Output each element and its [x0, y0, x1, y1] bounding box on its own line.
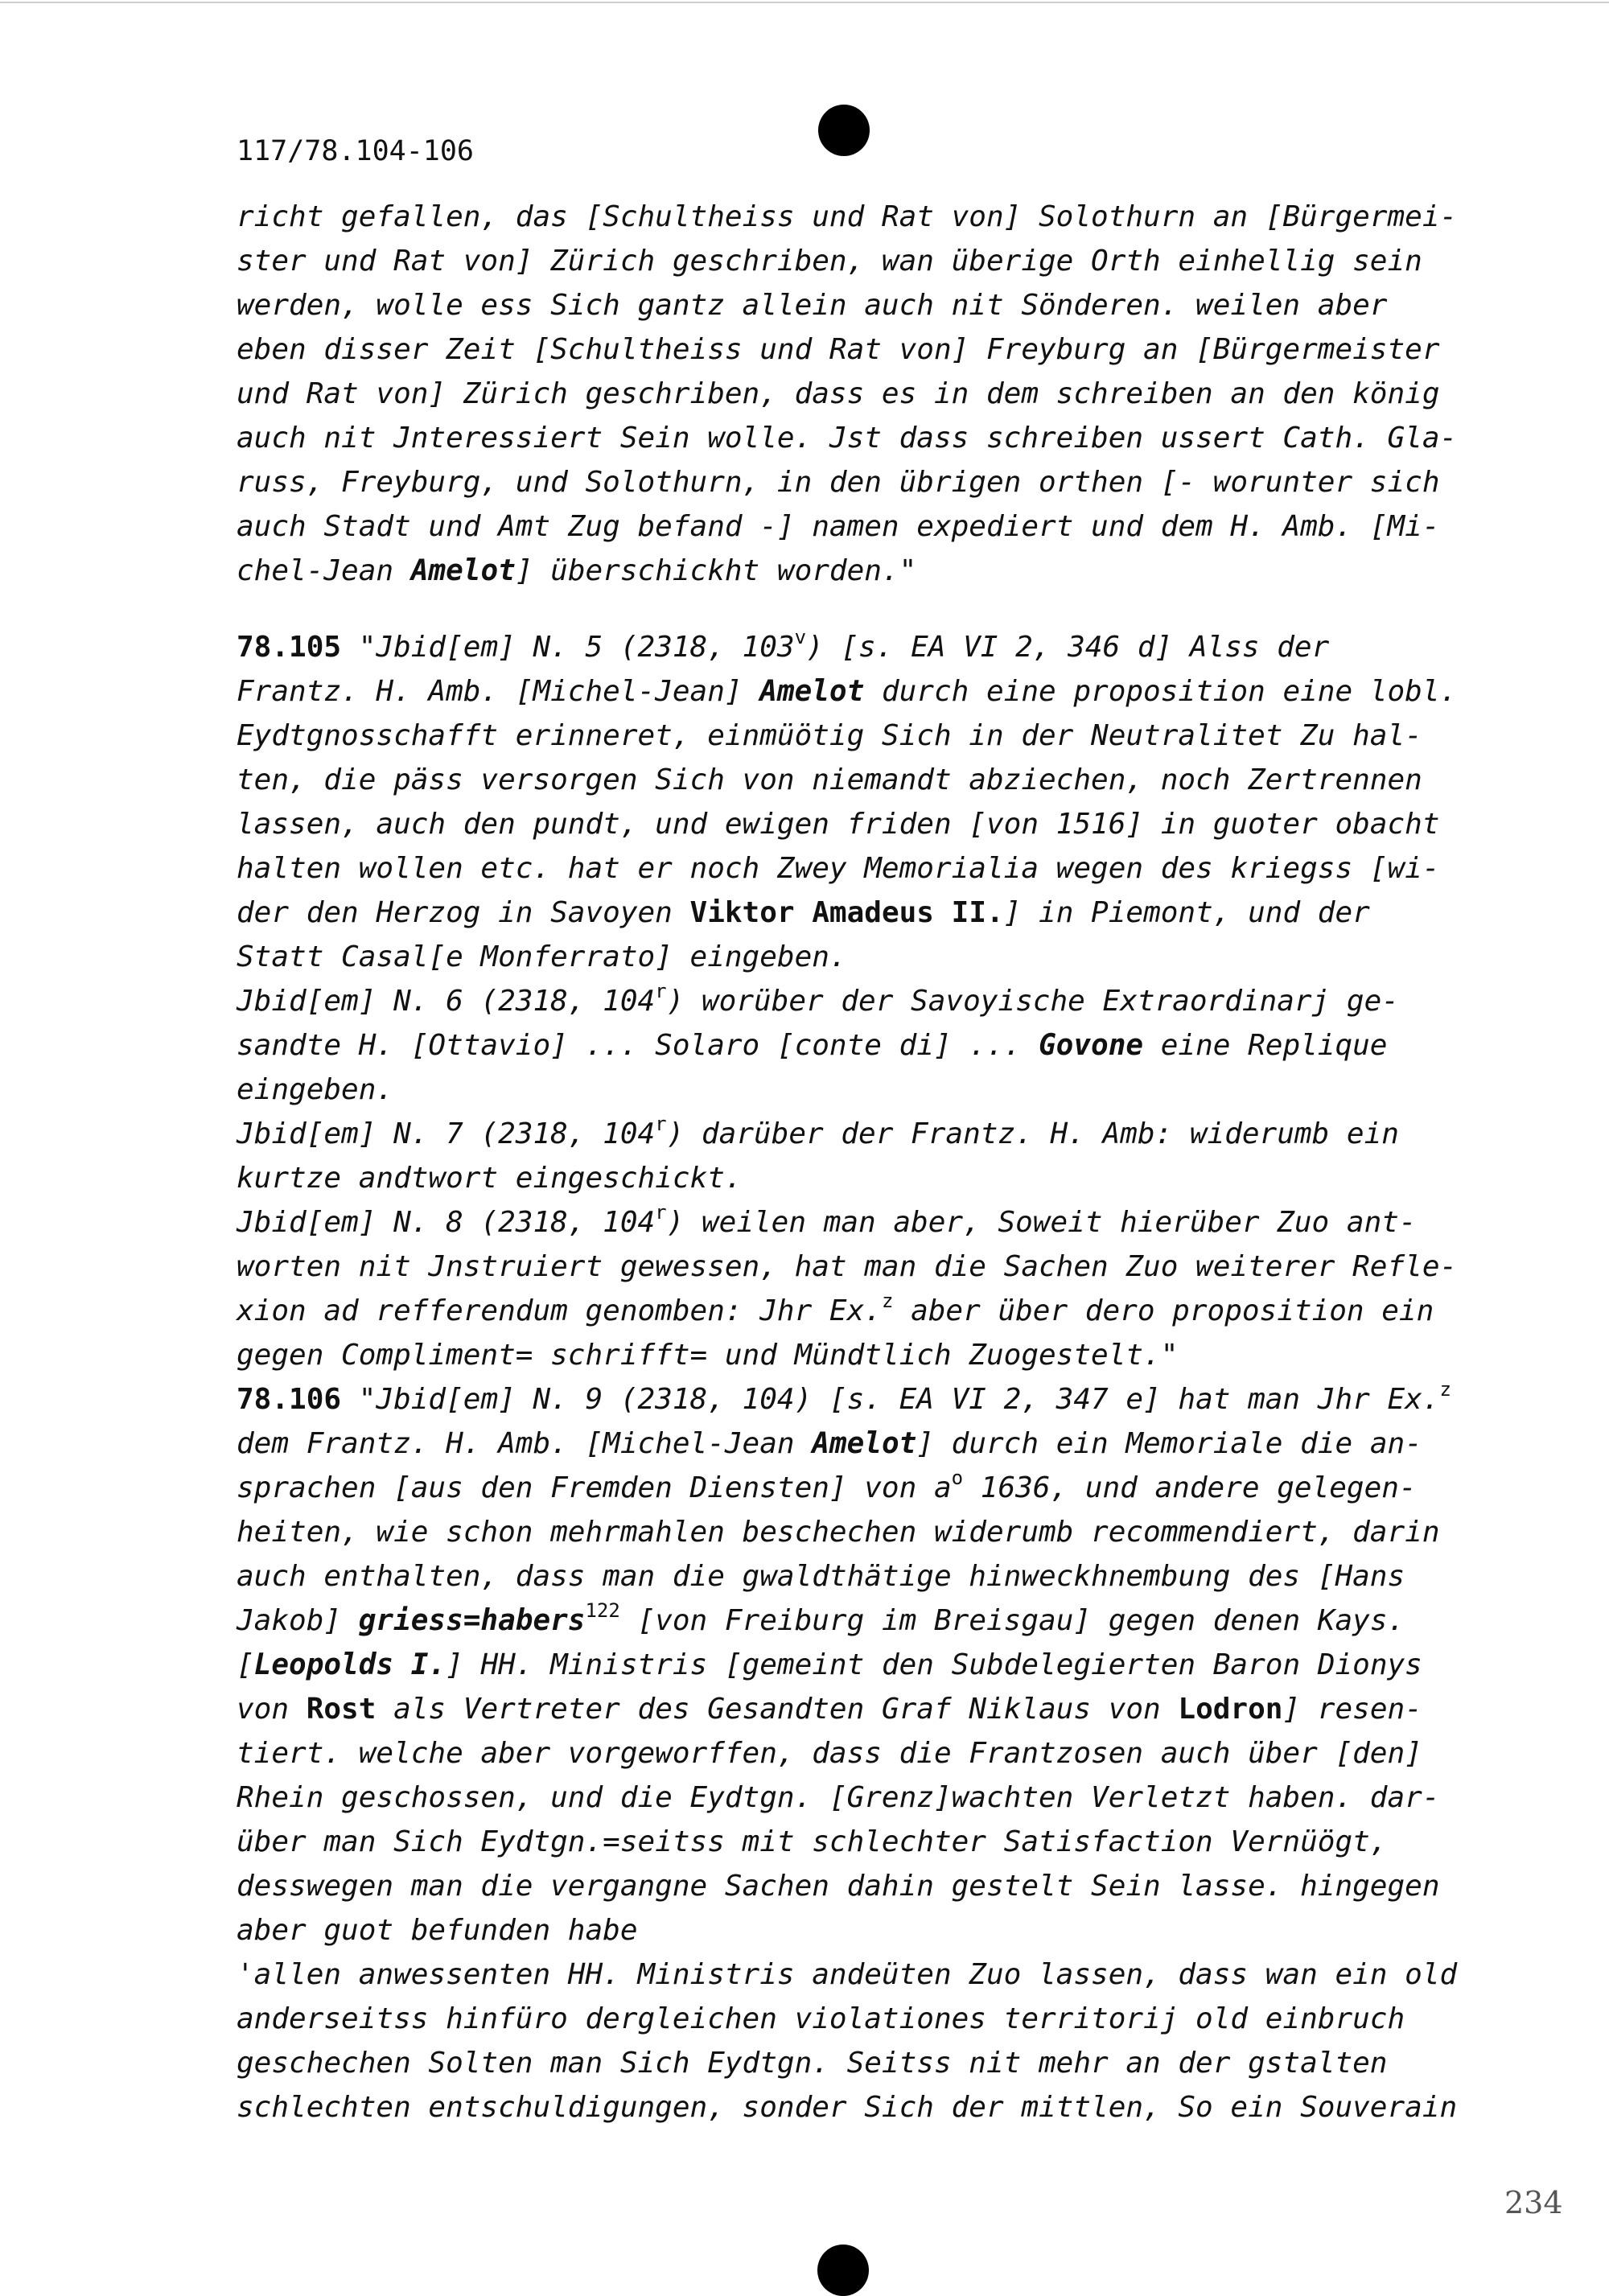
- text-line: Statt Casal[e Monferrato] eingeben.: [237, 940, 847, 973]
- text-line: Eydtgnosschafft erinneret, einmüötig Sich in der Neutralitet Zu hal-: [237, 719, 1422, 752]
- text-line: eben disser Zeit [Schultheiss und Rat von] Freyburg an [Bürgermeister: [237, 333, 1440, 366]
- text-line: anderseitss hinfüro dergleichen violationes territorij old einbruch: [237, 2002, 1405, 2035]
- text-run: ) weilen man aber, Soweit hierüber Zuo ant-: [666, 1206, 1417, 1239]
- text-line: Rhein geschossen, und die Eydtgn. [Grenz]wachten Verletzt haben. dar-: [237, 1781, 1440, 1814]
- text-line: [237, 1466, 1492, 1510]
- text-run: ] überschickht worden.": [515, 554, 917, 587]
- text-line: heiten, wie schon mehrmahlen beschechen widerumb recommendiert, darin: [237, 1516, 1440, 1549]
- text-line: eingeben.: [237, 1073, 394, 1106]
- paragraph-gap: [237, 593, 1492, 625]
- text-line: [237, 1112, 1492, 1156]
- text-run: Jbid[em] N. 6 (2318, 104: [237, 985, 656, 1018]
- text-run: [von Freiburg im Breisgau] gegen denen Kays.: [619, 1604, 1405, 1637]
- text-run: ] resen-: [1282, 1693, 1422, 1726]
- superscript: r: [655, 1113, 667, 1135]
- bold-name: Amelot: [812, 1427, 917, 1460]
- punch-hole-top: [818, 105, 870, 156]
- text-line: [237, 1023, 1492, 1068]
- text-run: sandte H. [Ottavio] ... Solaro [conte di] ...: [237, 1029, 1039, 1062]
- text-line: auch nit Jnteressiert Sein wolle. Jst dass schreiben ussert Cath. Gla-: [237, 422, 1458, 455]
- bold-name: Rost: [306, 1693, 377, 1726]
- bold-name: griess=habers: [358, 1604, 586, 1637]
- text-line: [237, 891, 1492, 935]
- text-run: Frantz. H. Amb. [Michel-Jean]: [237, 675, 760, 708]
- bold-name: Govone: [1039, 1029, 1144, 1062]
- text-line: werden, wolle ess Sich gantz allein auch nit Sönderen. weilen aber: [237, 289, 1388, 322]
- text-line: 'allen anwessenten HH. Ministris andeüten Zuo lassen, dass wan ein old: [237, 1958, 1458, 1991]
- document-reference: 117/78.104-106: [237, 135, 475, 167]
- text-run: von: [237, 1693, 307, 1726]
- text-line: richt gefallen, das [Schultheiss und Rat von] Solothurn an [Bürgermei-: [237, 200, 1458, 233]
- text-line: halten wollen etc. hat er noch Zwey Memorialia wegen des kriegss [wi-: [237, 852, 1440, 885]
- text-run: der den Herzog in Savoyen: [237, 896, 690, 929]
- text-line: ten, die päss versorgen Sich von niemandt abziechen, noch Zertrennen: [237, 763, 1422, 796]
- superscript: z: [881, 1290, 894, 1312]
- text-run: dem Frantz. H. Amb. [Michel-Jean: [237, 1427, 813, 1460]
- superscript: r: [655, 980, 667, 1002]
- text-line: [237, 549, 1492, 593]
- text-run: Jbid[em] N. 8 (2318, 104: [237, 1206, 656, 1239]
- punch-hole-bottom: [817, 2245, 869, 2296]
- text-run: ] in Piemont, und der: [1003, 896, 1370, 929]
- text-run: "Jbid[em] N. 5 (2318, 103: [341, 631, 795, 664]
- text-run: [: [237, 1648, 254, 1681]
- superscript: o: [951, 1467, 964, 1489]
- entry-number: 78.105: [237, 631, 342, 664]
- bold-name: Viktor Amadeus II.: [689, 896, 1004, 929]
- bold-name: Leopolds I.: [253, 1648, 446, 1681]
- text-line: [237, 1599, 1492, 1643]
- text-line: [237, 625, 1492, 669]
- top-edge-line: [0, 2, 1609, 3]
- text-line: schlechten entschuldigungen, sonder Sich der mittlen, So ein Souverain: [237, 2091, 1458, 2124]
- text-line: kurtze andtwort eingeschickt.: [237, 1162, 743, 1195]
- text-run: als Vertreter des Gesandten Graf Niklaus von: [376, 1693, 1179, 1726]
- text-line: russ, Freyburg, und Solothurn, in den übrigen orthen [- worunter sich: [237, 466, 1440, 499]
- text-run: chel-Jean: [237, 554, 411, 587]
- document-body: [237, 195, 1492, 2129]
- text-line: [237, 1289, 1492, 1333]
- superscript: r: [655, 1201, 667, 1224]
- text-run: durch eine proposition eine lobl.: [864, 675, 1458, 708]
- page-number: 234: [1504, 2185, 1563, 2220]
- text-run: ) darüber der Frantz. H. Amb: widerumb ein: [666, 1117, 1399, 1150]
- text-line: und Rat von] Zürich geschriben, dass es in dem schreiben an den könig: [237, 377, 1440, 410]
- text-run: ) [s. EA VI 2, 346 d] Alss der: [806, 631, 1330, 664]
- text-run: ) worüber der Savoyische Extraordinarj ge-: [666, 985, 1399, 1018]
- text-line: ster und Rat von] Zürich geschriben, wan überige Orth einhellig sein: [237, 245, 1422, 278]
- text-line: aber guot befunden habe: [237, 1914, 638, 1947]
- text-line: [237, 1643, 1492, 1687]
- text-line: [237, 1687, 1492, 1731]
- text-line: tiert. welche aber vorgeworffen, dass die Frantzosen auch über [den]: [237, 1737, 1422, 1770]
- text-line: über man Sich Eydtgn.=seitss mit schlechter Satisfaction Vernüögt,: [237, 1825, 1388, 1858]
- text-run: Jbid[em] N. 7 (2318, 104: [237, 1117, 656, 1150]
- text-line: lassen, auch den pundt, und ewigen friden [von 1516] in guoter obacht: [237, 808, 1440, 841]
- bold-name: Lodron: [1178, 1693, 1283, 1726]
- text-line: auch Stadt und Amt Zug befand -] namen expediert und dem H. Amb. [Mi-: [237, 510, 1440, 543]
- text-line: [237, 1422, 1492, 1466]
- text-run: ] durch ein Memoriale die an-: [916, 1427, 1422, 1460]
- text-run: xion ad refferendum genomben: Jhr Ex.: [237, 1294, 882, 1327]
- text-run: 1636, und andere gelegen-: [963, 1471, 1417, 1504]
- text-line: worten nit Jnstruiert gewessen, hat man die Sachen Zuo weiterer Refle-: [237, 1250, 1458, 1283]
- text-line: geschechen Solten man Sich Eydtgn. Seitss nit mehr an der gstalten: [237, 2047, 1388, 2080]
- text-line: [237, 979, 1492, 1023]
- text-line: [237, 1200, 1492, 1245]
- text-line: [237, 669, 1492, 714]
- text-run: Jakob]: [237, 1604, 359, 1637]
- text-line: gegen Compliment= schrifft= und Mündtlich Zuogestelt.": [237, 1339, 1179, 1372]
- text-run: sprachen [aus den Fremden Diensten] von a: [237, 1471, 952, 1504]
- text-run: "Jbid[em] N. 9 (2318, 104) [s. EA VI 2, 347 e] hat man Jhr Ex.: [341, 1383, 1440, 1416]
- text-run: eine Replique: [1143, 1029, 1388, 1062]
- entry-number: 78.106: [237, 1383, 342, 1416]
- text-run: aber über dero proposition ein: [893, 1294, 1434, 1327]
- text-run: ] HH. Ministris [gemeint den Subdelegierten Baron Dionys: [446, 1648, 1422, 1681]
- text-line: [237, 1377, 1492, 1422]
- bold-name: Amelot: [759, 675, 865, 708]
- text-line: desswegen man die vergangne Sachen dahin gestelt Sein lasse. hingegen: [237, 1870, 1440, 1903]
- bold-name: Amelot: [410, 554, 516, 587]
- superscript: z: [1439, 1378, 1451, 1401]
- text-line: auch enthalten, dass man die gwaldthätige hinweckhnembung des [Hans: [237, 1560, 1405, 1593]
- superscript: v: [794, 626, 807, 648]
- footnote-marker: 122: [585, 1599, 620, 1622]
